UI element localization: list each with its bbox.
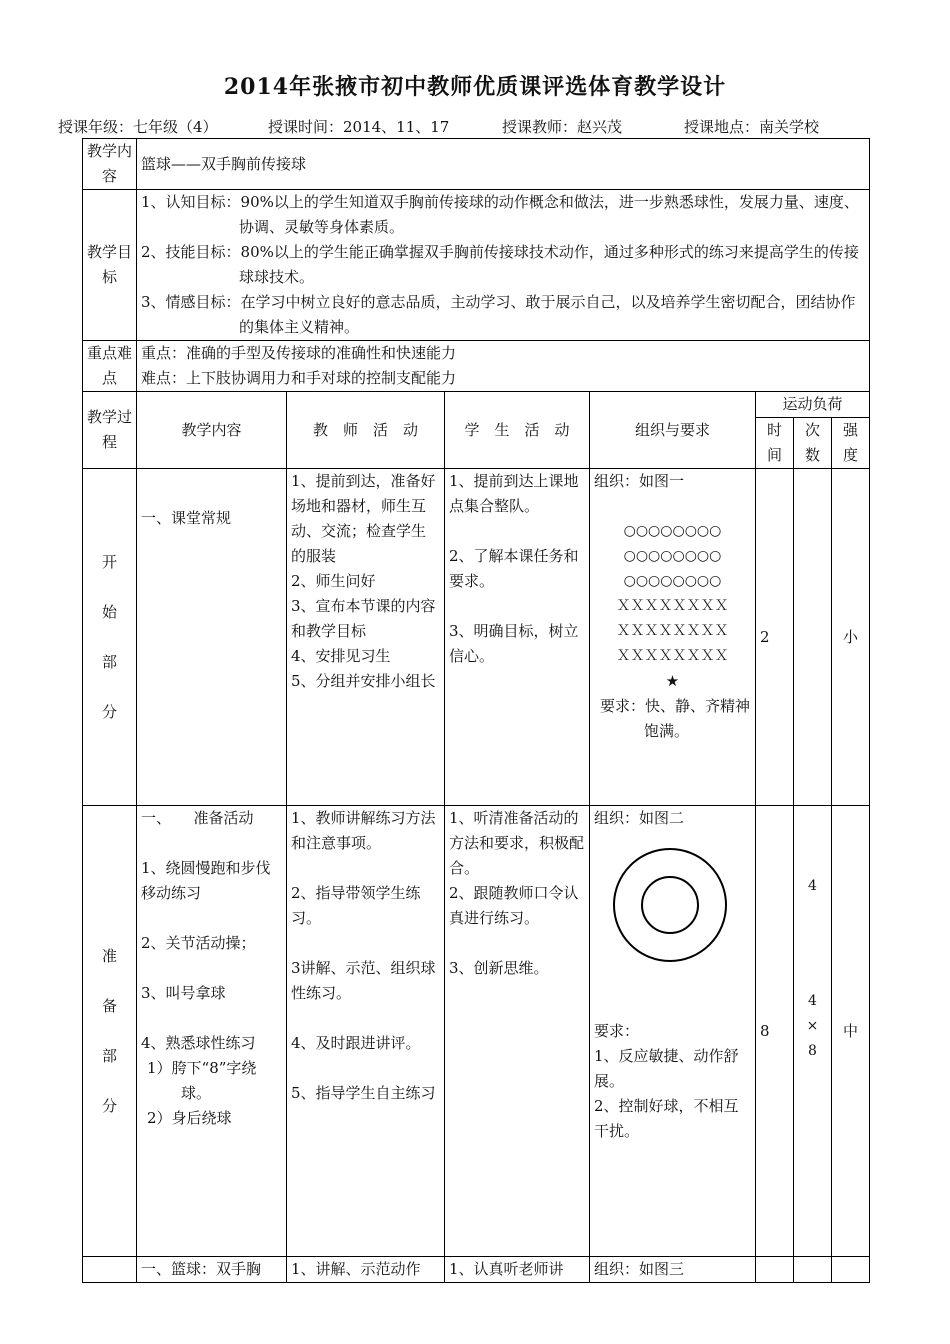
header-intensity: 强度 — [832, 418, 870, 469]
content-value: 篮球——双手胸前传接球 — [137, 139, 870, 190]
teacher-star-icon: ★ — [665, 672, 680, 690]
meta-teacher: 授课教师：赵兴茂 — [502, 118, 623, 136]
header-count: 次数 — [794, 418, 832, 469]
section3-intensity — [832, 1257, 870, 1283]
header-content: 教学内容 — [137, 392, 287, 469]
section3-count — [794, 1257, 832, 1283]
section2-count: 4 4 × 8 — [794, 806, 832, 1257]
content-label: 教学内容 — [83, 139, 137, 190]
section1-label: 开始部分 — [83, 469, 137, 806]
header-process: 教学过程 — [83, 392, 137, 469]
header-org: 组织与要求 — [590, 392, 756, 469]
meta-time: 授课时间：2014、11、17 — [268, 118, 450, 136]
section1-count — [794, 469, 832, 806]
key-difficulty: 难点：上下肢协调用力和手对球的控制支配能力 — [141, 369, 457, 387]
section3-student: 1、认真听老师讲 — [445, 1257, 590, 1283]
formation-row: ○○○○○○○○ — [623, 573, 722, 589]
formation-row: ＸＸＸＸＸＸＸＸ — [616, 623, 729, 639]
inner-circle — [642, 877, 698, 933]
formation-row: ＸＸＸＸＸＸＸＸ — [616, 598, 729, 614]
section2-teacher: 1、教师讲解练习方法和注意事项。 2、指导带领学生练习。 3讲解、示范、组织球性练习。 4、及时跟进讲评。 5、指导学生自主练习 — [287, 806, 445, 1257]
section1-time: 2 — [756, 469, 794, 806]
header-teacher: 教 师 活 动 — [287, 392, 445, 469]
key-label: 重点难点 — [83, 341, 137, 392]
goals-label: 教学目标 — [83, 190, 137, 341]
section3-org: 组织：如图三 — [590, 1257, 756, 1283]
section2-content: 一、 准备活动 1、绕圆慢跑和步伐移动练习 2、关节活动操； 3、叫号拿球 4、熟悉球性练习 1）胯下“8”字绕球。 2）身后绕球 — [137, 806, 287, 1257]
goal-skill: 2、技能目标：80%以上的学生能正确掌握双手胸前传接球技术动作，通过多种形式的练习来提高学生的传接球球技术。 — [141, 243, 859, 286]
section3-content: 一、篮球：双手胸 — [137, 1257, 287, 1283]
goal-emotion: 3、情感目标：在学习中树立良好的意志品质，主动学习、敢于展示自己，以及培养学生密切配合，团结协作的集体主义精神。 — [141, 293, 856, 336]
key-focus: 重点：准确的手型及传接球的准确性和快速能力 — [141, 344, 457, 362]
section1-requirement: 要求：快、静、齐精神饱满。 — [600, 697, 751, 740]
meta-place: 授课地点：南关学校 — [684, 118, 820, 136]
header-student: 学 生 活 动 — [445, 392, 590, 469]
section3-label — [83, 1257, 137, 1283]
formation-row: ○○○○○○○○ — [623, 548, 722, 564]
lesson-plan-table — [82, 138, 870, 1283]
outer-circle — [614, 849, 726, 961]
section3-time — [756, 1257, 794, 1283]
section1-teacher: 1、提前到达，准备好场地和器材，师生互动、交流；检查学生的服装 2、师生问好 3、宣布本节课的内容和教学目标 4、安排见习生 5、分组并安排小组长 — [287, 469, 445, 806]
section2-org: 组织：如图二 要求： 1、反应敏捷、动作舒展。 2、控制好球，不相互干扰。 — [590, 806, 756, 1257]
page-title: 2014年张掖市初中教师优质课评选体育教学设计 — [223, 74, 727, 100]
formation-row: ＸＸＸＸＸＸＸＸ — [616, 648, 729, 664]
section2-label: 准备部分 — [83, 806, 137, 1257]
section2-time: 8 — [756, 806, 794, 1257]
section2-student: 1、听清准备活动的方法和要求，积极配合。 2、跟随教师口令认真进行练习。 3、创新思维。 — [445, 806, 590, 1257]
section2-intensity: 中 — [832, 806, 870, 1257]
section3-teacher: 1、讲解、示范动作 — [287, 1257, 445, 1283]
header-time: 时间 — [756, 418, 794, 469]
meta-grade: 授课年级：七年级（4） — [58, 118, 218, 136]
section1-content: 一、课堂常规 — [137, 469, 287, 806]
circle-diagram — [604, 839, 754, 989]
goals-cell — [137, 190, 870, 341]
goal-cognitive: 1、认知目标：90%以上的学生知道双手胸前传接球的动作概念和做法，进一步熟悉球性，发展力量、速度、协调、灵敏等身体素质。 — [141, 193, 859, 236]
key-cell — [137, 341, 870, 392]
section1-student: 1、提前到达上课地点集合整队。 2、了解本课任务和要求。 3、明确目标，树立信心。 — [445, 469, 590, 806]
section1-intensity: 小 — [832, 469, 870, 806]
header-load: 运动负荷 — [756, 392, 870, 418]
formation-row: ○○○○○○○○ — [623, 523, 722, 539]
section1-org: 组织：如图一 ○○○○○○○○ ○○○○○○○○ ○○○○○○○○ ＸＸＸＸＸＸＸＸ ＸＸＸＸＸＸＸＸ ＸＸＸＸＸＸＸＸ ★ 要求：快、静、齐精神饱满。 — [590, 469, 756, 806]
